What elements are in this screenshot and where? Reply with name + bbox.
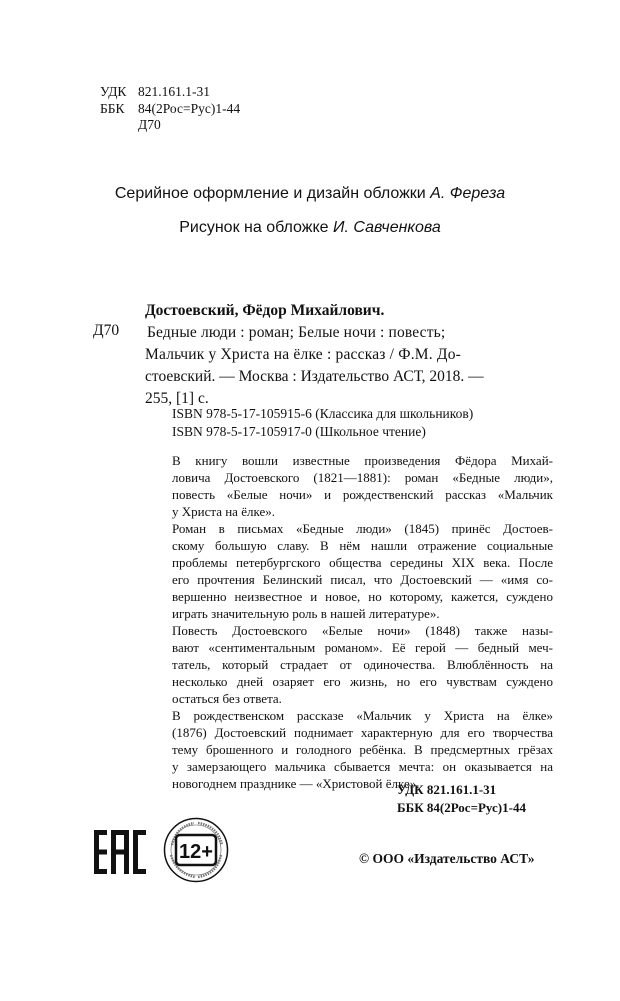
bottom-udk: УДК 821.161.1-31 [397,782,497,797]
entry-sign: Д70 [93,322,120,339]
annotation-line: его прочтения Белинский писал, что Достоевский — «имя со- [172,572,553,587]
bbk-value: 84(2Рос=Рус)1-44 [138,100,241,116]
main-entry [145,300,484,410]
entry-line: стоевский. — Москва : Издательство АСТ, 2018. — [145,368,484,385]
cover-drawing-text: Рисунок на обложке [179,219,329,236]
age-rating-text: 12+ [179,841,213,863]
cover-design-credit [0,185,620,203]
annotation-line: В книгу вошли известные произведения Фёдора Михай- [172,453,553,468]
library-codes [100,84,240,134]
cover-drawing-name: И. Савченкова [333,219,441,236]
eac-mark-icon [94,826,146,878]
entry-line: Бедные люди : роман; Белые ночи : повесть; [147,324,446,341]
annotation-paragraph [145,707,553,792]
udk-value: 821.161.1-31 [138,84,210,99]
annotation-line: у Христа на ёлке». [172,504,275,519]
annotation-line: В рождественском рассказе «Мальчик у Христа на ёлке» [172,708,553,723]
annotation-line: татель, который страдает от одиночества. Влюблённость на [172,657,553,672]
bbk-label: ББК [100,100,125,116]
annotation-paragraph [145,452,553,520]
annotation-line: новогоднем празднике — «Христовой ёлке». [172,776,420,791]
annotation-paragraph [145,520,553,622]
annotation-line: вершенно неизвестное и новое, но которому, кажется, суждено [172,589,553,604]
age-rating-badge [163,817,229,883]
isbn-line: ISBN 978-5-17-105915-6 (Классика для школьников) [172,406,474,421]
annotation-line: повесть «Белые ночи» и рождественский рассказ «Мальчик [172,487,553,502]
annotation-line: у замерзающего мальчика сбывается мечта: он оказывается на [172,759,553,774]
bbk-row [100,101,240,118]
annotation-paragraph [145,622,553,707]
annotation-line: Повесть Достоевского «Белые ночи» (1848) также назы- [172,623,553,638]
cover-design-name: А. Фереза [430,185,506,202]
entry-author: Достоевский, Фёдор Михайлович. [145,302,385,319]
cover-design-text: Серийное оформление и дизайн обложки [114,185,426,202]
annotation-line: тему брошенного и голодного ребёнка. В предсмертных грёзах [172,742,553,757]
copyright: © ООО «Издательство АСТ» [359,851,535,866]
entry-line: 255, [1] с. [145,390,209,407]
annotation [145,452,553,792]
udk-label: УДК [100,84,127,99]
bottom-bbk: ББК 84(2Рос=Рус)1-44 [397,800,526,815]
annotation-line: остаться без ответа. [172,691,282,706]
entry-line: Мальчик у Христа на ёлке : рассказ / Ф.М. До- [145,346,462,363]
annotation-line: проблемы петербургского общества середины XIX века. После [172,555,553,570]
bottom-codes [397,781,526,817]
annotation-line: несколько дней озаряет его жизнь, но его чувствам суждено [172,674,553,689]
annotation-line: играть значительную роль в нашей литературе». [172,606,440,621]
annotation-line: (1876) Достоевский поднимает характерную для его творчества [172,725,553,740]
udk-row [100,84,240,101]
cover-drawing-credit [0,219,620,237]
author-sign-row [100,117,240,134]
annotation-line: Роман в письмах «Бедные люди» (1845) принёс Достоев- [172,521,553,536]
annotation-line: ловича Достоевского (1821—1881): роман «Бедные люди», [172,470,553,485]
isbn-line: ISBN 978-5-17-105917-0 (Школьное чтение) [172,424,426,439]
author-sign: Д70 [138,117,161,132]
annotation-line: скому большую славу. В нём нашли отражение социальные [172,538,553,553]
annotation-line: вают «сентиментальным романом». Её герой — бедный меч- [172,640,553,655]
